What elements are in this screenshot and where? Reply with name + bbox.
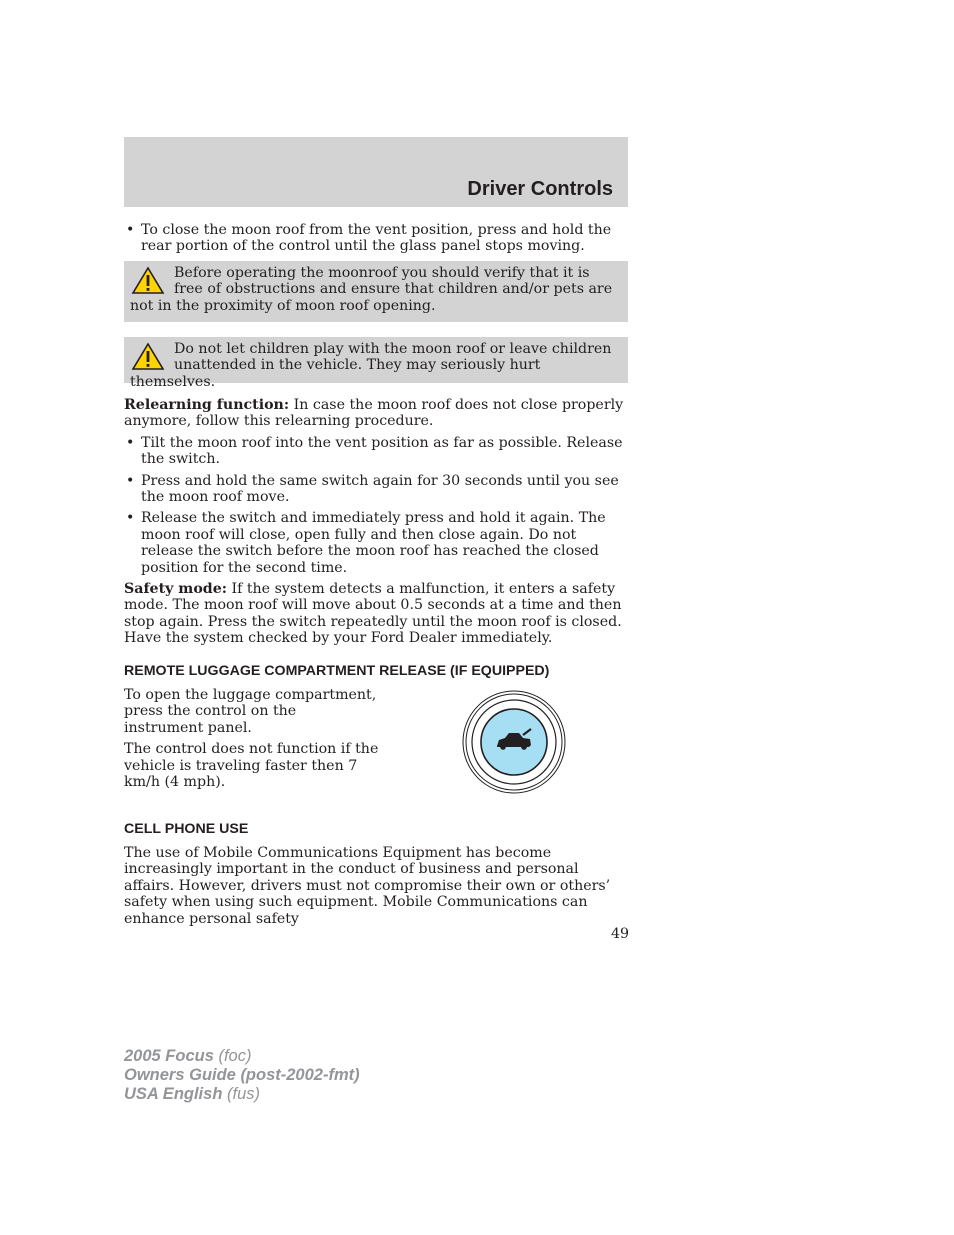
safety-label: Safety mode: [124, 581, 227, 598]
warning-box [124, 261, 628, 322]
cell-phone-heading: CELL PHONE USE [124, 821, 249, 837]
luggage-text [124, 687, 379, 795]
safety-paragraph [124, 581, 628, 647]
warning-text: Do not let children play with the moon roof or leave children unattended in the vehicle. They may seriously hurt themselves. [130, 341, 612, 390]
luggage-paragraph: To open the luggage compartment, press the control on the instrument panel. [124, 687, 377, 736]
warning-triangle-icon [130, 342, 166, 372]
footer-model-code: (foc) [213, 1047, 252, 1065]
list-item: • Release the switch and immediately press and hold it again. The moon roof will close, open fully and then close again. Do not release the switch before the moon roof has reached the closed position for the second time. [124, 510, 628, 576]
safety-text: If the system detects a malfunction, it enters a safety mode. The moon roof will move about 0.5 seconds at a time and then stop again. Press the switch repeatedly until the moon roof is closed. Have the system checked by your Ford Dealer immediately. [124, 581, 622, 647]
footer-language-code: (fus) [222, 1085, 260, 1103]
footer-line [124, 1085, 360, 1104]
relearning-section [124, 397, 628, 652]
warning-box [124, 337, 628, 390]
warning-triangle-icon [130, 266, 166, 296]
footer-model: 2005 Focus [124, 1047, 214, 1065]
relearning-label: Relearning function: [124, 397, 290, 413]
page-number: 49 [611, 926, 630, 942]
warning-text: Before operating the moonroof you should verify that it is free of obstructions and ensure that children and/or pets are not in the proximity of moon roof opening. [130, 265, 613, 314]
section-title: Driver Controls [467, 178, 613, 200]
intro-list [124, 222, 628, 255]
luggage-heading: REMOTE LUGGAGE COMPARTMENT RELEASE (IF EQUIPPED) [124, 663, 550, 679]
footer-line: Owners Guide (post-2002-fmt) [124, 1066, 360, 1084]
trunk-release-button[interactable] [461, 689, 567, 795]
footer-language: USA English [124, 1085, 223, 1103]
list-item: • Press and hold the same switch again for 30 seconds until you see the moon roof move. [124, 473, 628, 506]
cell-phone-text [124, 845, 628, 932]
cell-phone-paragraph: The use of Mobile Communications Equipment has become increasingly important in the conduct of business and personal affairs. However, drivers must not compromise their own or others’ safety when using such equipment. Mobile Communications can enhance personal safety [124, 845, 611, 927]
section-header [124, 137, 628, 207]
footer-line [124, 1047, 360, 1066]
document-footer [124, 1047, 360, 1104]
relearning-paragraph [124, 397, 628, 430]
list-item: • To close the moon roof from the vent position, press and hold the rear portion of the control until the glass panel stops moving. [124, 222, 628, 255]
list-item: • Tilt the moon roof into the vent position as far as possible. Release the switch. [124, 435, 628, 468]
luggage-paragraph: The control does not function if the vehicle is traveling faster then 7 km/h (4 mph). [124, 741, 379, 791]
relearning-text: In case the moon roof does not close properly anymore, follow this relearning procedure. [124, 397, 624, 430]
